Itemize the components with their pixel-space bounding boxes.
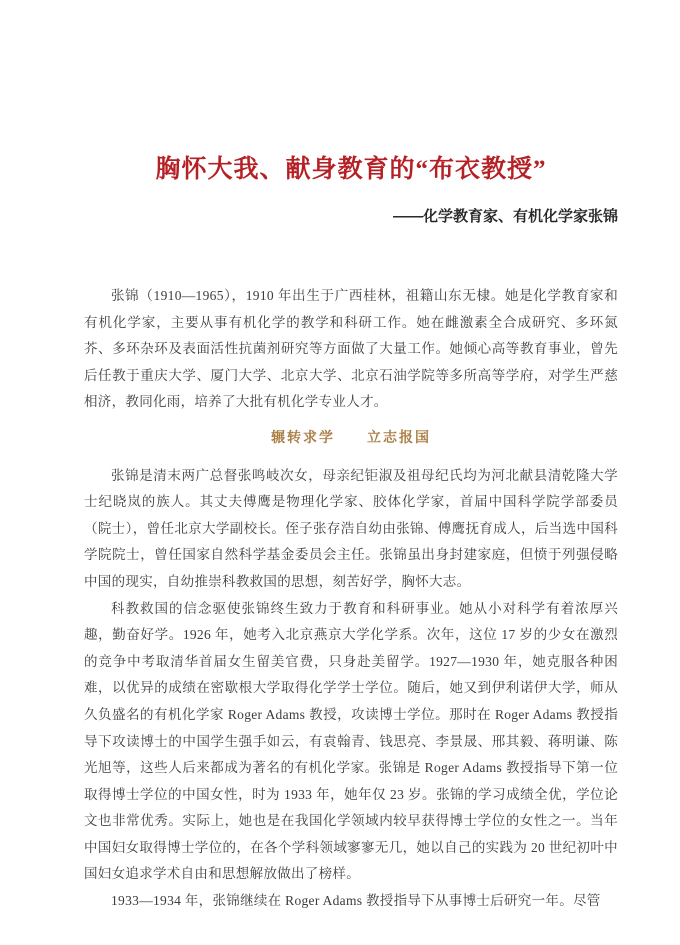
article-title: 胸怀大我、献身教育的“布衣教授”: [155, 156, 547, 183]
body-paragraph: 科教救国的信念驱使张锦终生致力于教育和科研事业。她从小对科学有着浓厚兴趣，勤奋好学。1926 年，她考入北京燕京大学化学系。次年，这位 17 岁的少女在激烈的竞争中考取清华首届女生留美官费，只身赴美留学。1927—1930 年，她克服各种困难，以优异的成绩在密歇根大学取得化学学士学位。随后，她又到伊利诺伊大学，师从久负盛名的有机化学家 Roger Adams 教授，攻读博士学位。那时在 Roger Adams 教授指导下攻读博士的中国学生强手如云，有袁翰青、钱思亮、李景晟、邢其毅、蒋明谦、陈光旭等，这些人后来都成为著名的有机化学家。张锦是 Roger Adams 教授指导下第一位取得博士学位的中国女性，时为 1933 年，她年仅 23 岁。张锦的学习成绩全优，学位论文也非常优秀。实际上，她也是在我国化学领域内较早获得博士学位的女性之一。当年中国妇女取得博士学位的，在各个学科领域寥寥无几，她以自己的实践为 20 世纪初叶中国妇女追求学术自由和思想解放做出了榜样。: [84, 600, 618, 882]
page-content: [84, 0, 618, 915]
article-body: [84, 283, 618, 915]
body-paragraph: 1933—1934 年，张锦继续在 Roger Adams 教授指导下从事博士后研究一年。尽管: [111, 893, 601, 909]
body-paragraph: 张锦（1910—1965），1910 年出生于广西桂林，祖籍山东无棣。她是化学教育家和有机化学家，主要从事有机化学的教学和科研工作。她在雌激素全合成研究、多环氮芥、多环杂环及表面活性抗菌剂研究等方面做了大量工作。她倾心高等教育事业，曾先后任教于重庆大学、厦门大学、北京大学、北京石油学院等多所高等学府，对学生严慈相济，教同化雨，培养了大批有机化学专业人才。: [84, 288, 618, 410]
section-heading: 辗转求学 立志报国: [271, 430, 431, 446]
body-paragraph: 张锦是清末两广总督张鸣岐次女，母亲纪钜淑及祖母纪氏均为河北献县清乾隆大学士纪晓岚的族人。其丈夫傅鹰是物理化学家、胶体化学家，首届中国科学院学部委员（院士），曾任北京大学副校长。侄子张存浩自幼由张锦、傅鹰抚育成人，后当选中国科学院院士，曾任国家自然科学基金委员会主任。张锦虽出身封建家庭，但愤于列强侵略中国的现实，自幼推崇科教救国的思想，刻苦好学，胸怀大志。: [84, 467, 618, 589]
article-subtitle: ——化学教育家、有机化学家张锦: [392, 208, 618, 225]
